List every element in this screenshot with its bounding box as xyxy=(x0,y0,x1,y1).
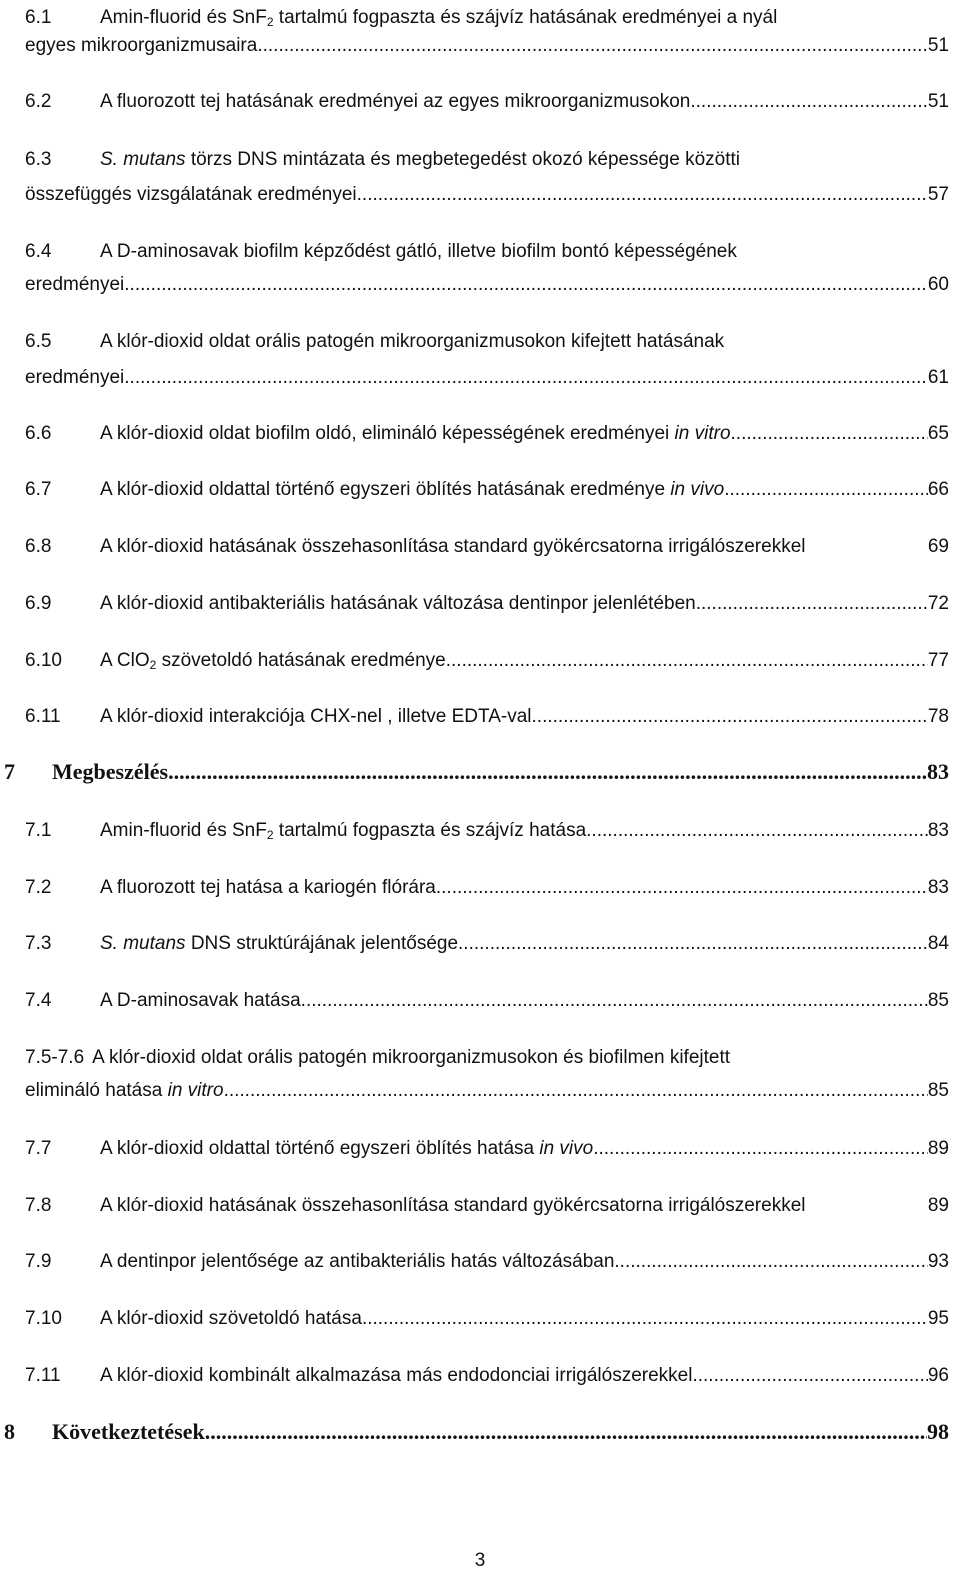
chapter-title: Következtetések xyxy=(52,1419,205,1444)
toc-entry-7-4[interactable] xyxy=(25,989,949,1013)
entry-title: S. mutans DNS struktúrájának jelentősége xyxy=(100,933,459,954)
entry-page: 60 xyxy=(927,274,949,295)
entry-number: 6.2 xyxy=(25,91,52,112)
entry-number: 6.7 xyxy=(25,479,52,500)
dot-leader xyxy=(124,273,928,297)
toc-entry-7-3[interactable] xyxy=(25,932,949,956)
toc-entry-6-11[interactable] xyxy=(25,705,949,729)
entry-number: 7.10 xyxy=(25,1308,62,1329)
toc-entry-7-5-cont[interactable] xyxy=(25,1079,949,1103)
entry-page: 85 xyxy=(927,1080,949,1101)
entry-title: A klór-dioxid szövetoldó hatása xyxy=(100,1308,362,1329)
entry-title: A klór-dioxid interakciója CHX-nel , illetve EDTA-val xyxy=(100,706,532,727)
chapter-page: 83 xyxy=(927,759,949,784)
entry-page: 57 xyxy=(927,184,949,205)
entry-title: Amin-fluorid és SnF$_2$ tartalmú fogpaszta és szájvíz hatása xyxy=(100,820,587,842)
chapter-page: 98 xyxy=(927,1419,949,1444)
entry-title: S. mutans törzs DNS mintázata és megbetegedést okozó képessége közötti xyxy=(100,149,741,170)
entry-number: 6.6 xyxy=(25,423,52,444)
entry-number: 7.3 xyxy=(25,933,52,954)
toc-entry-7-10[interactable] xyxy=(25,1307,949,1331)
entry-number: 7.2 xyxy=(25,877,52,898)
entry-number: 6.9 xyxy=(25,593,52,614)
entry-title: A klór-dioxid oldattal történő egyszeri öblítés hatásának eredménye in vivo xyxy=(100,479,725,500)
entry-number: 7.9 xyxy=(25,1251,52,1272)
toc-entry-6-2[interactable] xyxy=(25,90,949,114)
entry-page: 83 xyxy=(927,820,949,841)
toc-entry-7-8[interactable] xyxy=(25,1194,949,1218)
dot-leader xyxy=(690,90,927,114)
dot-leader xyxy=(257,34,928,58)
toc-entry-6-5-cont[interactable] xyxy=(25,366,949,390)
toc-entry-7-9[interactable] xyxy=(25,1250,949,1274)
entry-number: 7.5-7.6 xyxy=(25,1047,85,1068)
entry-page: 77 xyxy=(927,650,949,671)
toc-entry-6-10[interactable] xyxy=(25,649,949,673)
toc-chapter-7[interactable] xyxy=(4,758,949,786)
dot-leader xyxy=(724,478,928,502)
toc-entry-6-4-cont[interactable] xyxy=(25,273,949,297)
toc-entry-7-7[interactable] xyxy=(25,1137,949,1161)
entry-title-cont: egyes mikroorganizmusaira xyxy=(25,35,258,56)
entry-number: 7.1 xyxy=(25,820,52,841)
entry-page: 89 xyxy=(927,1195,949,1216)
entry-number: 6.11 xyxy=(25,706,61,727)
entry-title: A klór-dioxid oldat biofilm oldó, elimináló képességének eredményei in vitro xyxy=(100,423,731,444)
entry-title: A D-aminosavak biofilm képződést gátló, illetve biofilm bontó képességének xyxy=(100,241,737,262)
toc-entry-6-1[interactable] xyxy=(25,6,949,30)
dot-leader xyxy=(532,705,928,729)
entry-page: 78 xyxy=(927,706,949,727)
entry-title: A fluorozott tej hatása a kariogén flórára xyxy=(100,877,436,898)
entry-title-cont: elimináló hatása in vitro xyxy=(25,1080,224,1101)
entry-page: 51 xyxy=(927,35,949,56)
entry-number: 6.4 xyxy=(25,241,52,262)
entry-page: 65 xyxy=(927,423,949,444)
entry-number: 6.1 xyxy=(25,7,52,28)
dot-leader xyxy=(446,649,928,673)
dot-leader xyxy=(586,819,928,843)
dot-leader xyxy=(205,1418,927,1446)
entry-number: 7.7 xyxy=(25,1138,52,1159)
dot-leader xyxy=(168,758,927,786)
entry-title: A dentinpor jelentősége az antibakteriális hatás változásában xyxy=(100,1251,615,1272)
entry-page: 85 xyxy=(927,990,949,1011)
entry-title: A klór-dioxid hatásának összehasonlítása standard gyökércsatorna irrigálószerekkel xyxy=(100,536,806,557)
toc-entry-7-5[interactable] xyxy=(25,1046,949,1070)
entry-number: 6.5 xyxy=(25,331,52,352)
chapter-number: 8 xyxy=(4,1419,15,1444)
toc-chapter-8[interactable] xyxy=(4,1418,949,1446)
dot-leader xyxy=(124,366,928,390)
toc-entry-6-9[interactable] xyxy=(25,592,949,616)
toc-entry-7-1[interactable] xyxy=(25,819,949,843)
entry-page: 69 xyxy=(927,536,949,557)
entry-title: A ClO$_2$ szövetoldó hatásának eredménye xyxy=(100,650,446,672)
entry-number: 6.10 xyxy=(25,650,62,671)
dot-leader xyxy=(362,1307,928,1331)
toc-entry-6-1-cont[interactable] xyxy=(25,34,949,58)
entry-number: 6.8 xyxy=(25,536,52,557)
toc-entry-6-3-cont[interactable] xyxy=(25,183,949,207)
toc-entry-6-7[interactable] xyxy=(25,478,949,502)
entry-title: A D-aminosavak hatása xyxy=(100,990,301,1011)
entry-page: 93 xyxy=(927,1251,949,1272)
entry-page: 61 xyxy=(927,367,949,388)
entry-title-cont: eredményei xyxy=(25,274,125,295)
entry-title: A klór-dioxid oldat orális patogén mikroorganizmusokon és biofilmen kifejtett xyxy=(92,1047,731,1068)
dot-leader xyxy=(593,1137,928,1161)
entry-title-cont: összefüggés vizsgálatának eredményei. xyxy=(25,184,362,205)
dot-leader xyxy=(224,1079,928,1103)
dot-leader xyxy=(458,932,928,956)
entry-number: 7.8 xyxy=(25,1195,52,1216)
page-number: 3 xyxy=(474,1550,486,1571)
toc-entry-6-5[interactable] xyxy=(25,330,949,354)
toc-entry-7-2[interactable] xyxy=(25,876,949,900)
toc-entry-6-6[interactable] xyxy=(25,422,949,446)
dot-leader xyxy=(301,989,928,1013)
toc-entry-6-4[interactable] xyxy=(25,240,949,264)
entry-title: A klór-dioxid hatásának összehasonlítása standard gyökércsatorna irrigálószerekkel xyxy=(100,1195,806,1216)
entry-page: 83 xyxy=(927,877,949,898)
entry-number: 6.3 xyxy=(25,149,52,170)
entry-page: 66 xyxy=(927,479,949,500)
entry-title: A klór-dioxid antibakteriális hatásának változása dentinpor jelenlétében xyxy=(100,593,696,614)
dot-leader xyxy=(614,1250,927,1274)
entry-title: Amin-fluorid és SnF$_2$ tartalmú fogpaszta és szájvíz hatásának eredményei a nyál xyxy=(100,7,778,29)
dot-leader xyxy=(362,183,928,207)
entry-page: 96 xyxy=(927,1365,949,1386)
toc-entry-6-8[interactable] xyxy=(25,535,949,559)
entry-number: 7.11 xyxy=(25,1365,61,1386)
entry-title-cont: eredményei xyxy=(25,367,125,388)
dot-leader xyxy=(696,592,928,616)
dot-leader xyxy=(731,422,928,446)
entry-title: A klór-dioxid kombinált alkalmazása más endodonciai irrigálószerekkel xyxy=(100,1365,693,1386)
entry-page: 84 xyxy=(927,933,949,954)
chapter-title: Megbeszélés xyxy=(52,759,169,784)
toc-entry-7-11[interactable] xyxy=(25,1364,949,1388)
dot-leader xyxy=(692,1364,927,1388)
chapter-number: 7 xyxy=(4,759,15,784)
entry-title: A klór-dioxid oldattal történő egyszeri öblítés hatása in vivo xyxy=(100,1138,594,1159)
entry-number: 7.4 xyxy=(25,990,52,1011)
entry-title: A klór-dioxid oldat orális patogén mikroorganizmusokon kifejtett hatásának xyxy=(100,331,725,352)
entry-page: 95 xyxy=(927,1308,949,1329)
dot-leader xyxy=(436,876,928,900)
entry-title: A fluorozott tej hatásának eredményei az egyes mikroorganizmusokon xyxy=(100,91,691,112)
entry-page: 89 xyxy=(927,1138,949,1159)
toc-entry-6-3[interactable] xyxy=(25,148,949,172)
entry-page: 51 xyxy=(927,91,949,112)
entry-page: 72 xyxy=(927,593,949,614)
